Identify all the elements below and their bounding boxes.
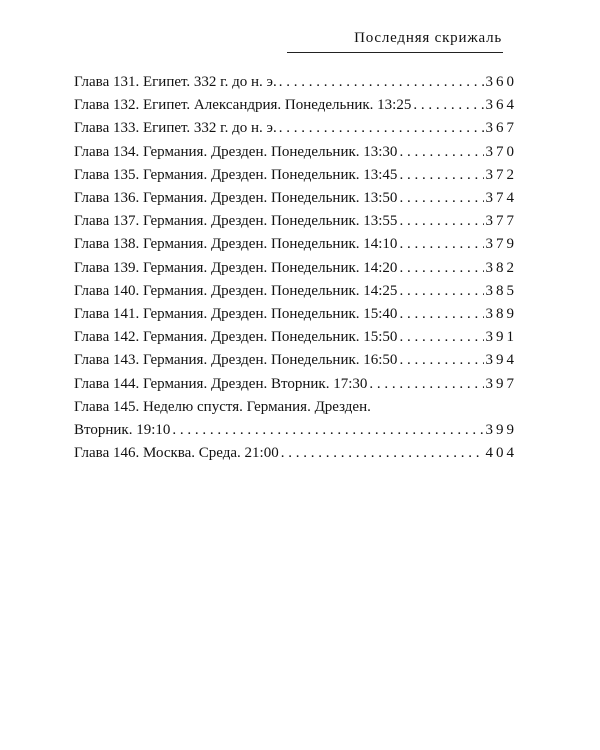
toc-entry-page: 404 — [485, 445, 517, 462]
toc-entry-title: Глава 136. Германия. Дрезден. Понедельник. 13:50 — [74, 190, 398, 207]
toc-entry-page: 385 — [485, 282, 517, 299]
toc-entry — [74, 419, 517, 442]
toc-entry — [74, 326, 517, 349]
toc-entry-title: Глава 143. Германия. Дрезден. Понедельник. 16:50 — [74, 352, 398, 369]
dot-leader — [279, 71, 484, 94]
toc-entry — [74, 280, 517, 303]
toc-entry-page: 360 — [485, 74, 517, 90]
toc-entry-page: 370 — [485, 143, 517, 160]
dot-leader — [399, 326, 483, 349]
toc-entry — [74, 187, 517, 210]
toc-entry-title-continuation: Вторник. 19:10 — [74, 422, 171, 439]
dot-leader — [399, 187, 483, 210]
dot-leader — [399, 210, 483, 233]
toc-entry-page: 399 — [485, 422, 517, 439]
dot-leader — [399, 280, 483, 303]
header-rule — [287, 52, 503, 53]
toc-entry — [74, 373, 517, 396]
toc-entry-page: 377 — [485, 213, 517, 230]
toc-entry-title: Глава 146. Москва. Среда. 21:00 — [74, 445, 279, 462]
toc-entry-title: Глава 132. Египет. Александрия. Понедельник. 13:25 — [74, 97, 412, 114]
toc-entry-page: 372 — [485, 166, 517, 183]
toc-entry-page: 374 — [485, 190, 517, 207]
dot-leader — [399, 164, 483, 187]
toc-entry-page: 382 — [485, 259, 517, 276]
toc-entry-page: 394 — [485, 352, 517, 369]
table-of-contents — [74, 71, 517, 465]
toc-entry — [74, 442, 517, 465]
toc-entry-page: 364 — [485, 97, 517, 114]
toc-entry — [74, 210, 517, 233]
dot-leader — [399, 303, 483, 326]
toc-entry — [74, 303, 517, 326]
toc-entry-title: Глава 144. Германия. Дрезден. Вторник. 17:30 — [74, 375, 368, 392]
toc-entry-title: Глава 142. Германия. Дрезден. Понедельник. 15:50 — [74, 329, 398, 346]
toc-entry-title: Глава 134. Германия. Дрезден. Понедельник. 13:30 — [74, 143, 398, 160]
toc-entry-title: Глава 137. Германия. Дрезден. Понедельник. 13:55 — [74, 213, 398, 230]
toc-entry-title: Глава 141. Германия. Дрезден. Понедельник. 15:40 — [74, 306, 398, 323]
toc-entry-title: Глава 135. Германия. Дрезден. Понедельник. 13:45 — [74, 166, 398, 183]
dot-leader — [413, 94, 483, 117]
toc-entry — [74, 257, 517, 280]
toc-entry-page: 379 — [485, 236, 517, 253]
toc-entry-page: 391 — [485, 329, 517, 346]
dot-leader — [279, 117, 484, 140]
dot-leader — [399, 257, 483, 280]
toc-entry — [74, 117, 517, 140]
toc-entry — [74, 233, 517, 256]
running-head-title: Последняя скрижаль — [354, 30, 502, 46]
toc-entry — [74, 164, 517, 187]
toc-entry-title: Глава 131. Египет. 332 г. до н. э. — [74, 74, 277, 90]
toc-entry-title: Глава 133. Египет. 332 г. до н. э. — [74, 120, 277, 137]
toc-entry — [74, 141, 517, 164]
toc-entry-page: 389 — [485, 306, 517, 323]
dot-leader — [172, 419, 483, 442]
dot-leader — [399, 233, 483, 256]
dot-leader — [399, 141, 483, 164]
toc-entry — [74, 71, 517, 94]
dot-leader — [399, 349, 483, 372]
dot-leader — [369, 373, 483, 396]
toc-entry — [74, 94, 517, 117]
toc-entry — [74, 349, 517, 372]
toc-entry-title: Глава 140. Германия. Дрезден. Понедельник. 14:25 — [74, 282, 398, 299]
toc-entry-title: Глава 138. Германия. Дрезден. Понедельник. 14:10 — [74, 236, 398, 253]
toc-entry-wrapped-first-line: Глава 145. Неделю спустя. Германия. Дрезден. — [74, 398, 371, 415]
toc-entry-title: Глава 139. Германия. Дрезден. Понедельник. 14:20 — [74, 259, 398, 276]
toc-entry-page: 367 — [485, 120, 517, 137]
toc-entry-page: 397 — [485, 375, 517, 392]
dot-leader — [281, 442, 484, 465]
